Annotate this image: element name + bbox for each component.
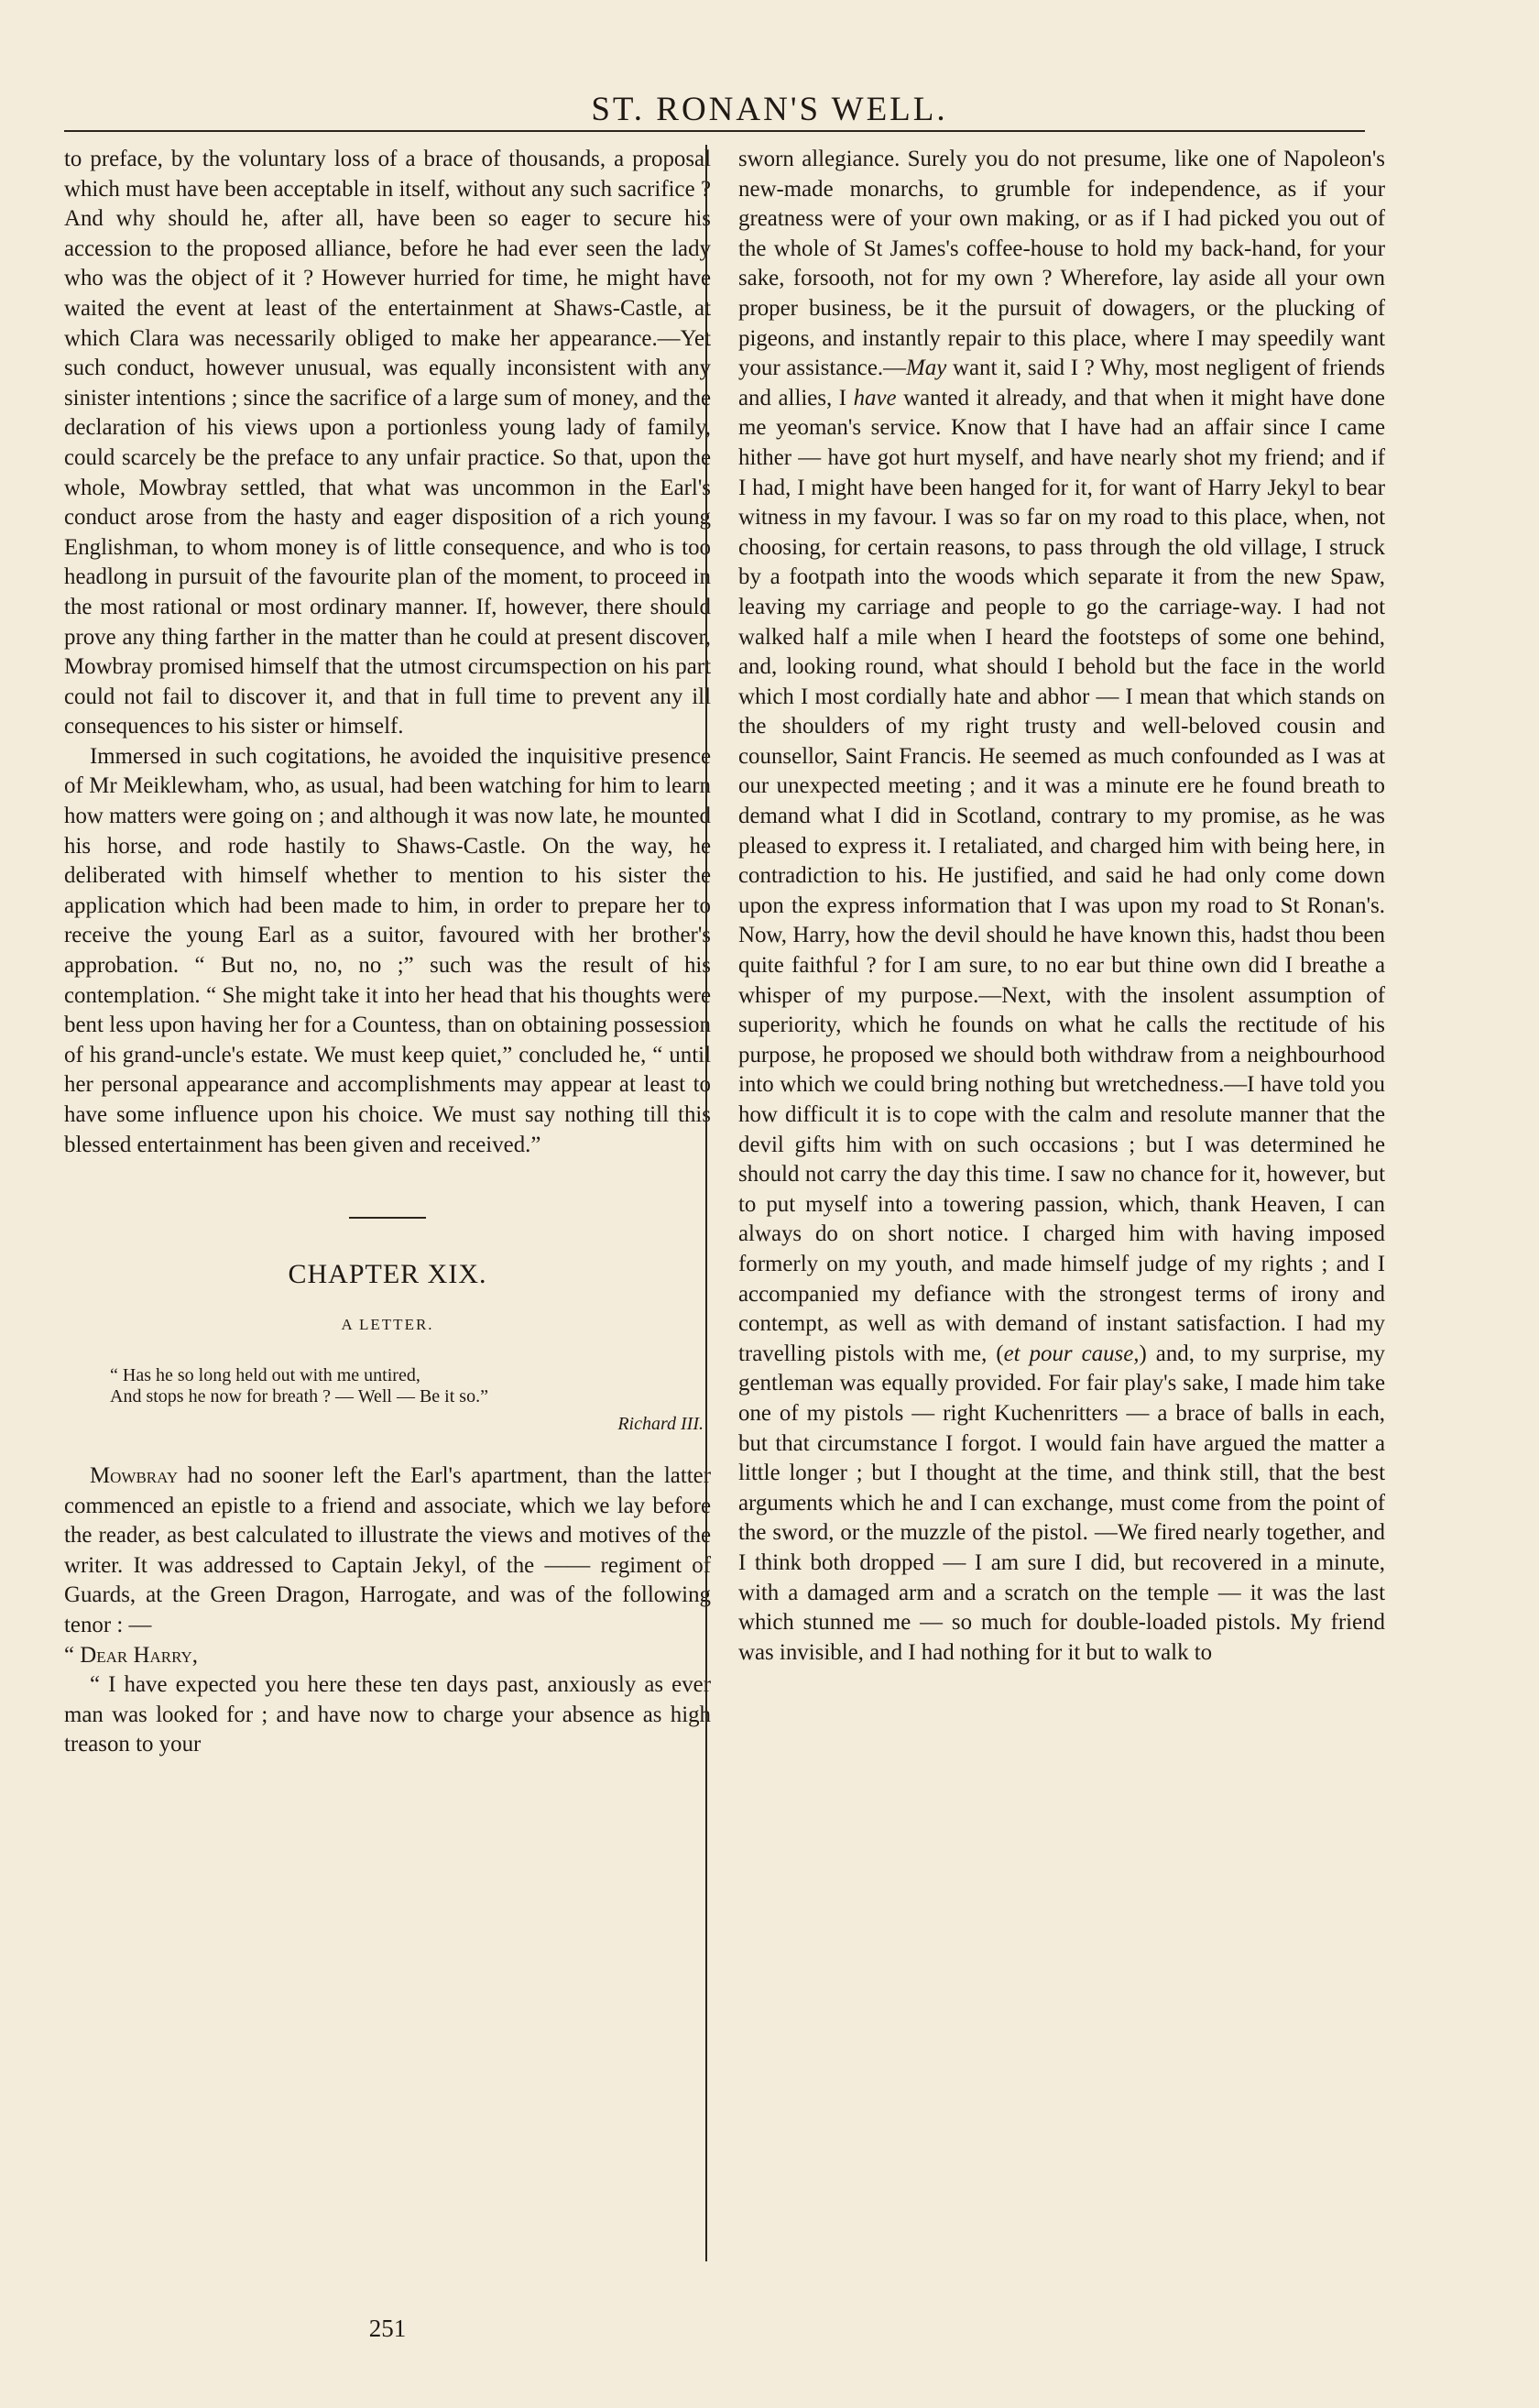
italic-text: May	[906, 356, 947, 381]
paragraph-text: sworn allegiance. Surely you do not presume, like one of Napoleon's new-made monarchs, to grumble for independence, as if your greatness were of your own making, or as if I had picked you out of the whole of St James's coffee-house to hold my back-hand, for your sake, forsooth, not for my own ? Wherefore, lay aside all your own proper business, be it the pursuit of dowagers, or the plucking of pigeons, and instantly repair to this place, where I may speedily want your assistance.—	[738, 147, 1385, 381]
column-divider	[705, 145, 707, 2261]
salutation-quote: “	[64, 1642, 81, 1668]
italic-text: have	[853, 385, 897, 410]
epigraph-source: Richard III.	[617, 1414, 704, 1435]
epigraph-line: “ Has he so long held out with me untired,	[110, 1365, 420, 1386]
paragraph-text: had no sooner left the Earl's apartment, than the latter commenced an epistle to a friend and associate, which we lay before the reader, as best calculated to illustrate the views and motives of the writer. It was addressed to Captain Jekyl, of the —— regiment of Guards, at the Green Dragon, Harrogate, and was of the following tenor : —	[64, 1462, 711, 1637]
chapter-title: CHAPTER XIX.	[288, 1259, 487, 1290]
salutation-name: Dear Harry,	[80, 1642, 198, 1668]
chapter-subtitle: A LETTER.	[341, 1315, 434, 1333]
paragraph-text: want it, said I ? Why, most negligent of friends and allies, I	[738, 356, 1385, 410]
letter-salutation	[64, 1641, 711, 1671]
page-number: 251	[368, 2315, 407, 2342]
section-rule	[349, 1217, 426, 1219]
paragraph	[738, 145, 1385, 1668]
paragraph: “ I have expected you here these ten days past, anxiously as ever man was looked for ; and have now to charge your absence as high treason to your	[64, 1672, 711, 1757]
right-column	[738, 145, 1385, 1668]
header-rule	[64, 130, 1365, 132]
paragraph-text: ) and, to my surprise, my gentleman was equally provided. For fair play's sake, I made him take one of my pistols — right Kuchenritters — a brace of balls in each, but that circumstance I forgot. I would fain have argued the matter a little longer ; but I thought at the time, and think still, that the best arguments which he and I can exchange, must come from the point of the sword, or the muzzle of the pistol. —We fired nearly together, and I think both dropped — I am sure I did, but recovered in a minute, with a damaged arm and a scratch on the temple — it was the last which stunned me — so much for double-loaded pistols. My friend was invisible, and I had nothing for it but to walk to	[738, 1341, 1385, 1665]
paragraph	[64, 1461, 711, 1641]
epigraph-line: And stops he now for breath ? — Well — Be it so.”	[110, 1386, 488, 1407]
italic-text: et pour cause,	[1003, 1341, 1140, 1366]
paragraph: to preface, by the voluntary loss of a brace of thousands, a proposal which must have been acceptable in itself, without any such sacrifice ? And why should he, after all, have been so eager to secure his accession to the proposed alliance, before he had ever seen the lady who was the object of it ? However hurried for time, he might have waited the event at least of the entertainment at Shaws-Castle, at which Clara was necessarily obliged to make her appearance.—Yet such conduct, however unusual, was equally inconsistent with any sinister intentions ; since the sacrifice of a large sum of money, and the declaration of his views upon a portionless young lady of family, could scarcely be the preface to any unfair practice. So that, upon the whole, Mowbray settled, that what was uncommon in the Earl's conduct arose from the hasty and eager disposition of a rich young Englishman, to whom money is of little consequence, and who is too headlong in pursuit of the favourite plan of the moment, to proceed in the most rational or most ordinary manner. If, however, there should prove any thing farther in the matter than he could at present discover, Mowbray promised himself that the utmost circumspection on his part could not fail to discover it, and that in full time to prevent any ill consequences to his sister or himself.	[64, 147, 711, 739]
running-head: ST. RONAN'S WELL.	[591, 91, 948, 128]
lead-word: Mowbray	[90, 1462, 179, 1488]
left-column	[64, 145, 711, 1760]
paragraph-text: wanted it already, and that when it might have done me yeoman's service. Know that I have had an affair since I came hither — have got hurt myself, and have nearly shot my friend; and if I had, I might have been hanged for it, for want of Harry Jekyl to bear witness in my favour. I was so far on my road to this place, when, not choosing, for certain reasons, to pass through the old village, I struck by a footpath into the woods which separate it from the new Spaw, leaving my carriage and people to go the carriage-way. I had not walked half a mile when I heard the footsteps of some one behind, and, looking round, what should I behold but the face in the world which I most cordially hate and abhor — I mean that which stands on the shoulders of my right trusty and well-beloved cousin and counsellor, Saint Francis. He seemed as much confounded as I was at our unexpected meeting ; and it was a minute ere he found breath to demand what I did in Scotland, contrary to my promise, as he was pleased to express it. I retaliated, and charged him with being here, in contradiction to his. He justified, and said he had only come down upon the express information that I was upon my road to St Ronan's. Now, Harry, how the devil should he have known this, hadst thou been quite faithful ? for I am sure, to no ear but thine own did I breathe a whisper of my purpose.—Next, with the insolent assumption of superiority, which he founds on what he calls the rectitude of his purpose, he proposed we should both withdraw from a neighbourhood into which we could bring nothing but wretchedness.—I have told you how difficult it is to cope with the calm and resolute manner that the devil gifts him with on such occasions ; but I was determined he should not carry the day this time. I saw no chance for it, however, but to put myself into a towering passion, which, thank Heaven, I can always do on short notice. I charged him with having imposed formerly on my youth, and made himself judge of my rights ; and I accompanied my defiance with the strongest terms of irony and contempt, as well as with demand of instant satisfaction. I had my travelling pistols with me, (	[738, 385, 1385, 1366]
paragraph: Immersed in such cogitations, he avoided the inquisitive presence of Mr Meiklewham, who, as usual, had been watching for him to learn how matters were going on ; and although it was now late, he mounted his horse, and rode hastily to Shaws-Castle. On the way, he deliberated with himself whether to mention to his sister the application which had been made to him, in order to prepare her to receive the young Earl as a suitor, favoured with her brother's approbation. “ But no, no, no ;” such was the result of his contemplation. “ She might take it into her head that his thoughts were bent less upon having her for a Countess, than on obtaining possession of his grand-uncle's estate. We must keep quiet,” concluded he, “ until her personal appearance and accomplishments may appear at least to have some influence upon his choice. We must say nothing till this blessed entertainment has been given and received.”	[64, 743, 711, 1157]
epigraph	[110, 1365, 711, 1407]
